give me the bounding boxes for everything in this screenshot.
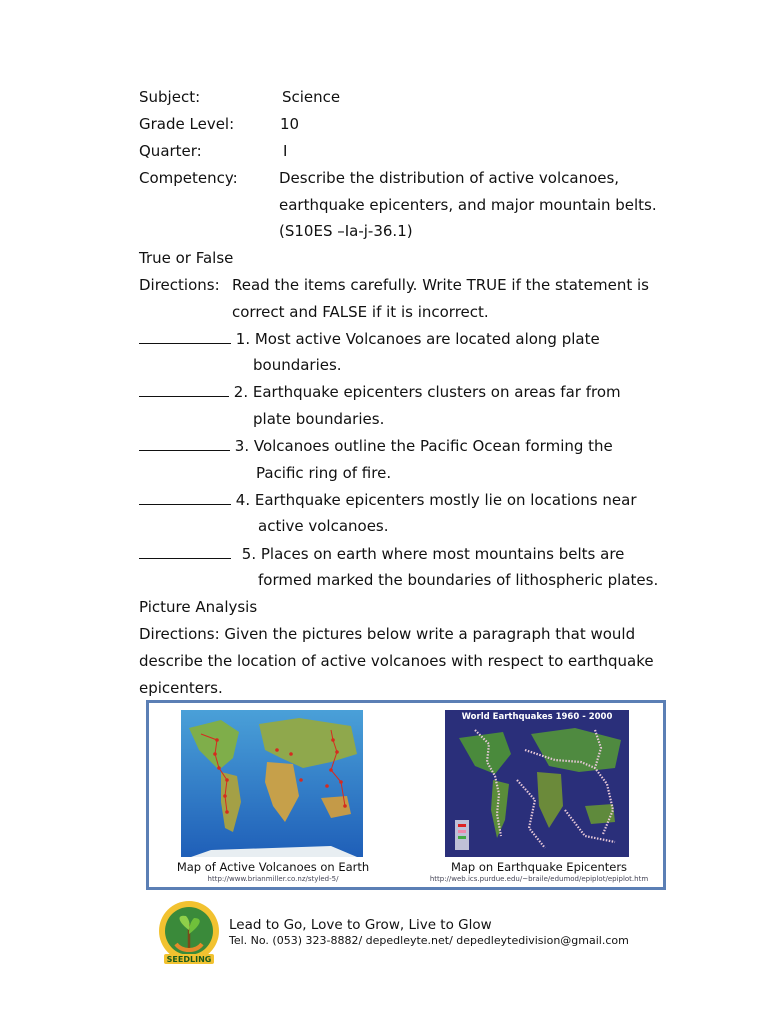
list-item [139,490,637,510]
item-text: 4. Earthquake epicenters mostly lie on locations near [235,491,637,509]
figure-source-link[interactable]: http://www.brianmiller.co.nz/styled-5/ [207,875,339,883]
directions-text: Directions: Given the pictures below write a paragraph that would [139,625,636,643]
svg-text:SEEDLING: SEEDLING [166,955,212,964]
figure-frame [146,700,666,890]
item-text: 5. Places on earth where most mountains belts are [241,545,625,563]
answer-blank[interactable] [139,436,230,451]
item-text: 2. Earthquake epicenters clusters on areas far from [233,383,621,401]
directions-text: describe the location of active volcanoes with respect to earthquake [139,652,654,670]
figure-source-link[interactable]: http://web.ics.purdue.edu/~braile/edumod/epiplot/epiplot.htm [429,875,649,883]
answer-blank[interactable] [139,544,231,559]
quarter-value: I [283,142,288,160]
directions-label: Directions: [139,276,220,294]
figure-caption: Map on Earthquake Epicenters [450,860,628,874]
directions-text: epicenters. [139,679,223,697]
answer-blank[interactable] [139,382,229,397]
item-text: formed marked the boundaries of lithospheric plates. [258,571,659,589]
earthquake-map-image [445,710,629,857]
item-text: active volcanoes. [258,517,389,535]
figure-caption: Map of Active Volcanoes on Earth [176,860,370,874]
list-item [139,382,621,402]
footer-motto: Lead to Go, Love to Grow, Live to Glow [229,917,492,933]
earthquake-map-title: World Earthquakes 1960 - 2000 [461,712,613,722]
competency-label: Competency: [139,169,238,187]
grade-value: 10 [280,115,300,133]
quarter-label: Quarter: [139,142,202,160]
grade-label: Grade Level: [139,115,235,133]
subject-label: Subject: [139,88,201,106]
list-item [139,544,624,564]
answer-blank[interactable] [139,329,231,344]
competency-line: (S10ES –Ia-j-36.1) [279,222,413,240]
section-title: Picture Analysis [139,598,258,616]
answer-blank[interactable] [139,490,231,505]
list-item [139,329,600,349]
section-title: True or False [139,249,234,267]
subject-value: Science [282,88,341,106]
competency-line: earthquake epicenters, and major mountain belts. [279,196,657,214]
competency-line: Describe the distribution of active volcanoes, [279,169,620,187]
list-item [139,436,613,456]
item-text: plate boundaries. [253,410,385,428]
item-text: 1. Most active Volcanoes are located along plate [235,330,600,348]
seedling-logo [156,900,222,966]
footer-contact: Tel. No. (053) 323-8882/ depedleyte.net/ depedleytedivision@gmail.com [229,934,629,947]
directions-text: correct and FALSE if it is incorrect. [232,303,489,321]
directions-text: Read the items carefully. Write TRUE if the statement is [232,276,649,294]
volcano-map-image [181,710,363,857]
item-text: boundaries. [253,356,342,374]
item-text: 3. Volcanoes outline the Pacific Ocean forming the [234,437,613,455]
item-text: Pacific ring of fire. [256,464,392,482]
